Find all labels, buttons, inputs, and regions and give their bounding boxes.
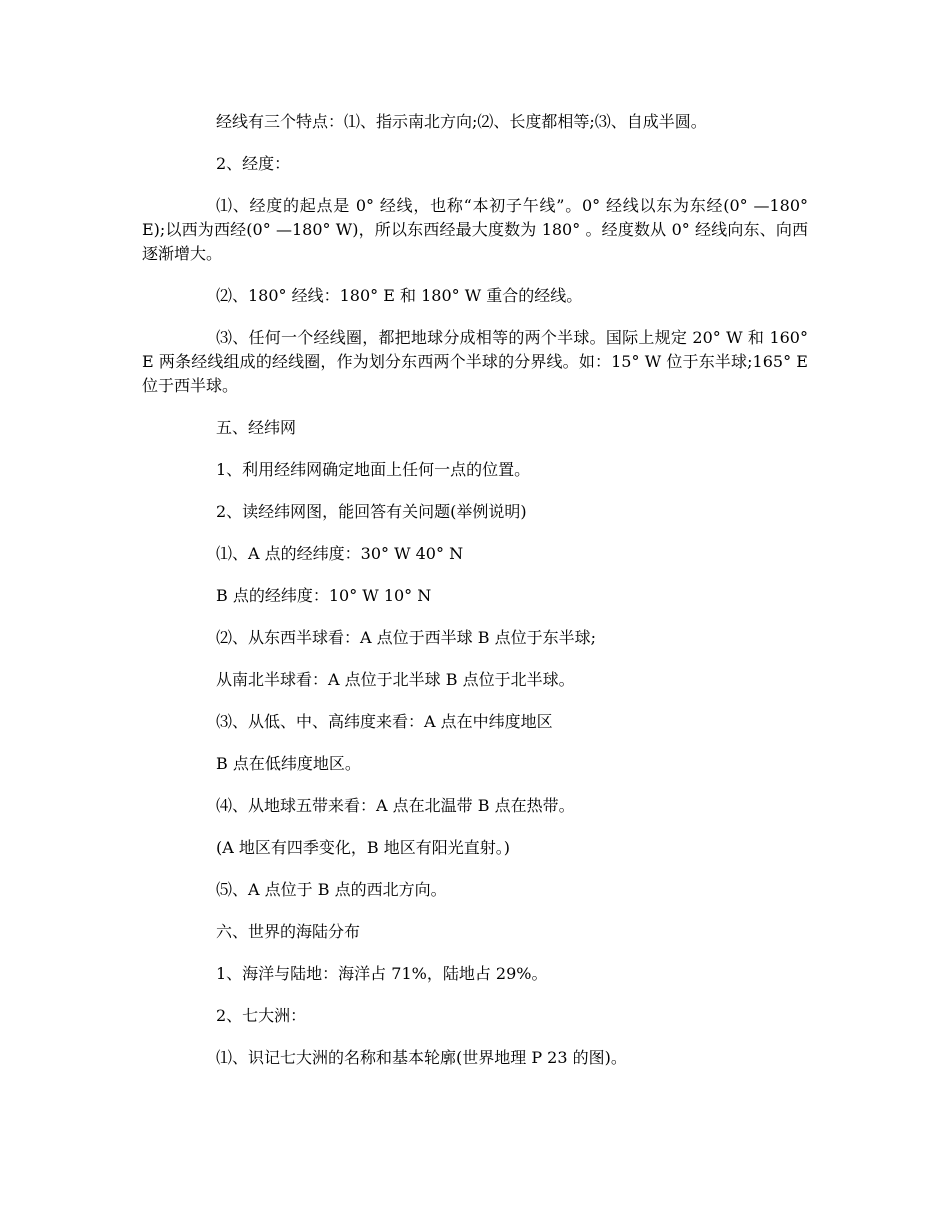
paragraph-north-south-hemisphere: 从南北半球看：A 点位于北半球 B 点位于北半球。 bbox=[216, 670, 575, 689]
paragraph-hemisphere-division: ⑶、任何一个经线圈，都把地球分成相等的两个半球。国际上规定 20° W 和 160° E 两条经线组成的经线圈，作为划分东西两个半球的分界线。如：15° W 位于东半球;165° E 位于西半球。 bbox=[142, 328, 808, 395]
heading-longitude: 2、经度： bbox=[216, 154, 291, 173]
paragraph-latitude-zones-b: B 点在低纬度地区。 bbox=[216, 754, 361, 773]
paragraph-read-graticule: 2、读经纬网图，能回答有关问题(举例说明) bbox=[216, 502, 527, 521]
paragraph-seasons-note: (A 地区有四季变化，B 地区有阳光直射。) bbox=[216, 838, 510, 857]
paragraph-direction: ⑸、A 点位于 B 点的西北方向。 bbox=[216, 880, 447, 899]
heading-land-sea: 六、世界的海陆分布 bbox=[216, 922, 361, 941]
paragraph-point-a-coords: ⑴、A 点的经纬度：30° W 40° N bbox=[216, 544, 464, 563]
paragraph-180-meridian: ⑵、180° 经线：180° E 和 180° W 重合的经线。 bbox=[216, 286, 583, 305]
paragraph-latitude-zones-a: ⑶、从低、中、高纬度来看：A 点在中纬度地区 bbox=[216, 712, 553, 731]
paragraph-point-b-coords: B 点的经纬度：10° W 10° N bbox=[216, 586, 432, 605]
paragraph-five-zones: ⑷、从地球五带来看：A 点在北温带 B 点在热带。 bbox=[216, 796, 575, 815]
paragraph-locate-point: 1、利用经纬网确定地面上任何一点的位置。 bbox=[216, 460, 531, 479]
paragraph-prime-meridian: ⑴、经度的起点是 0° 经线，也称“本初子午线”。0° 经线以东为东经(0° —180° E);以西为西经(0° —180° W)，所以东西经最大度数为 180° 。经度数从 0° 经线向东、向西逐渐增大。 bbox=[142, 196, 808, 263]
paragraph-longitude-features: 经线有三个特点：⑴、指示南北方向;⑵、长度都相等;⑶、自成半圆。 bbox=[216, 112, 707, 131]
paragraph-continent-outlines: ⑴、识记七大洲的名称和基本轮廓(世界地理 P 23 的图)。 bbox=[216, 1048, 627, 1067]
heading-graticule: 五、经纬网 bbox=[216, 418, 297, 437]
heading-seven-continents: 2、七大洲： bbox=[216, 1006, 307, 1025]
document-body bbox=[142, 110, 808, 1088]
paragraph-east-west-hemisphere: ⑵、从东西半球看：A 点位于西半球 B 点位于东半球; bbox=[216, 628, 596, 647]
paragraph-ocean-land-ratio: 1、海洋与陆地：海洋占 71%，陆地占 29%。 bbox=[216, 964, 548, 983]
